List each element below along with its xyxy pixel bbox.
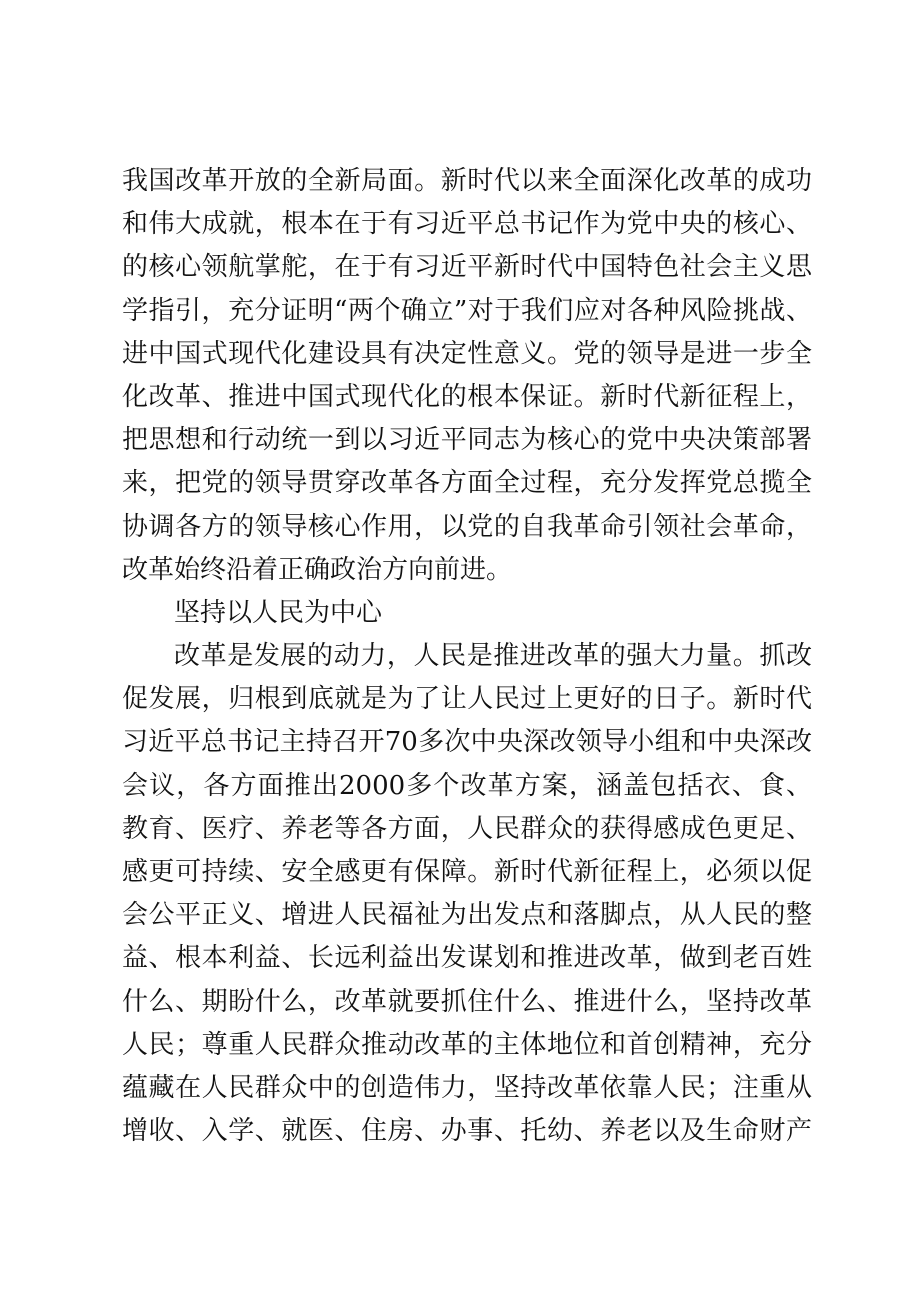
body-line: 促发展，归根到底就是为了让人民过上更好的日子。新时代: [122, 684, 812, 715]
body-line: 学指引，充分证明“两个确立”对于我们应对各种风险挑战、: [122, 295, 812, 326]
body-line: 我国改革开放的全新局面。新时代以来全面深化改革的成功: [122, 166, 812, 196]
body-line: 教育、医疗、养老等各方面，人民群众的获得感成色更足、: [122, 813, 812, 844]
body-line: 蕴藏在人民群众中的创造伟力，坚持改革依靠人民；注重从: [122, 1072, 812, 1103]
body-line: 会议，各方面推出2000多个改革方案，涵盖包括衣、食、: [122, 770, 812, 801]
body-line: 感更可持续、安全感更有保障。新时代新征程上，必须以促: [122, 857, 812, 887]
body-line: 习近平总书记主持召开70多次中央深改领导小组和中央深改: [122, 727, 812, 758]
document-body: [122, 160, 812, 1153]
body-line: 和伟大成就，根本在于有习近平总书记作为党中央的核心、: [122, 209, 812, 240]
section-heading: 坚持以人民为中心: [174, 597, 383, 628]
body-line: 的核心领航掌舵，在于有习近平新时代中国特色社会主义思: [122, 252, 812, 283]
body-line: 人民；尊重人民群众推动改革的主体地位和首创精神，充分: [122, 1029, 812, 1060]
body-line: 协调各方的领导核心作用，以党的自我革命引领社会革命，: [122, 511, 812, 542]
body-line: 化改革、推进中国式现代化的根本保证。新时代新征程上，: [122, 381, 812, 412]
body-line: 益、根本利益、长远利益出发谋划和推进改革，做到老百姓: [122, 943, 812, 974]
body-line: 增收、入学、就医、住房、办事、托幼、养老以及生命财产: [122, 1116, 812, 1147]
body-line: 什么、期盼什么，改革就要抓住什么、推进什么，坚持改革: [122, 986, 812, 1017]
body-line: 改革始终沿着正确政治方向前进。: [122, 554, 513, 585]
body-line: 会公平正义、增进人民福祉为出发点和落脚点，从人民的整: [122, 900, 812, 931]
body-line: 进中国式现代化建设具有决定性意义。党的领导是进一步全: [122, 338, 812, 369]
body-line: 改革是发展的动力，人民是推进改革的强大力量。抓改: [174, 641, 812, 672]
body-line: 把思想和行动统一到以习近平同志为核心的党中央决策部署: [122, 425, 812, 456]
body-line: 来，把党的领导贯穿改革各方面全过程，充分发挥党总揽全: [122, 468, 812, 499]
